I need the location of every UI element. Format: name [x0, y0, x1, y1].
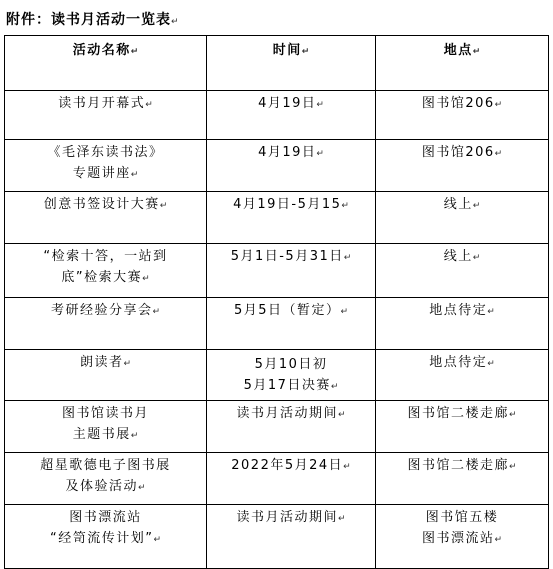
cell-place: 地点待定↵ — [376, 298, 549, 350]
table-row — [5, 505, 549, 569]
page-title: 附件：读书月活动一览表↵ — [6, 12, 180, 28]
table-row — [5, 192, 549, 244]
cell-name: 图书馆读书月 主题书展↵ — [5, 401, 207, 453]
cell-place: 图书馆206↵ — [376, 91, 549, 140]
header-place: 地点↵ — [376, 36, 549, 91]
cell-time: 5月5日（暂定）↵ — [207, 298, 376, 350]
cell-time: 4月19日-5月15↵ — [207, 192, 376, 244]
cell-time: 2022年5月24日↵ — [207, 453, 376, 505]
activity-table — [4, 35, 549, 569]
cell-place: 线上↵ — [376, 244, 549, 298]
cell-name: 图书漂流站 “经笥流传计划”↵ — [5, 505, 207, 569]
cell-place: 线上↵ — [376, 192, 549, 244]
cell-name: 创意书签设计大赛↵ — [5, 192, 207, 244]
cell-place: 图书馆二楼走廊↵ — [376, 453, 549, 505]
table-row — [5, 350, 549, 401]
table-header-row — [5, 36, 549, 91]
cell-place: 地点待定↵ — [376, 350, 549, 401]
cell-time: 5月10日初 5月17日决赛↵ — [207, 350, 376, 401]
cell-name: 超星歌德电子图书展 及体验活动↵ — [5, 453, 207, 505]
table-row — [5, 453, 549, 505]
table-row — [5, 140, 549, 192]
cell-time: 读书月活动期间↵ — [207, 505, 376, 569]
paragraph-mark-icon: ↵ — [171, 17, 180, 27]
cell-place: 图书馆206↵ — [376, 140, 549, 192]
header-name: 活动名称↵ — [5, 36, 207, 91]
cell-name: 朗读者↵ — [5, 350, 207, 401]
cell-time: 4月19日↵ — [207, 91, 376, 140]
header-time: 时间↵ — [207, 36, 376, 91]
cell-name: “检索十答，一站到 底”检索大赛↵ — [5, 244, 207, 298]
table-row — [5, 401, 549, 453]
cell-place: 图书馆五楼 图书漂流站↵ — [376, 505, 549, 569]
cell-time: 读书月活动期间↵ — [207, 401, 376, 453]
table-row — [5, 244, 549, 298]
cell-name: 考研经验分享会↵ — [5, 298, 207, 350]
cell-time: 4月19日↵ — [207, 140, 376, 192]
cell-time: 5月1日-5月31日↵ — [207, 244, 376, 298]
cell-name: 读书月开幕式↵ — [5, 91, 207, 140]
cell-place: 图书馆二楼走廊↵ — [376, 401, 549, 453]
table-row — [5, 91, 549, 140]
cell-name: 《毛泽东读书法》 专题讲座↵ — [5, 140, 207, 192]
table-row — [5, 298, 549, 350]
